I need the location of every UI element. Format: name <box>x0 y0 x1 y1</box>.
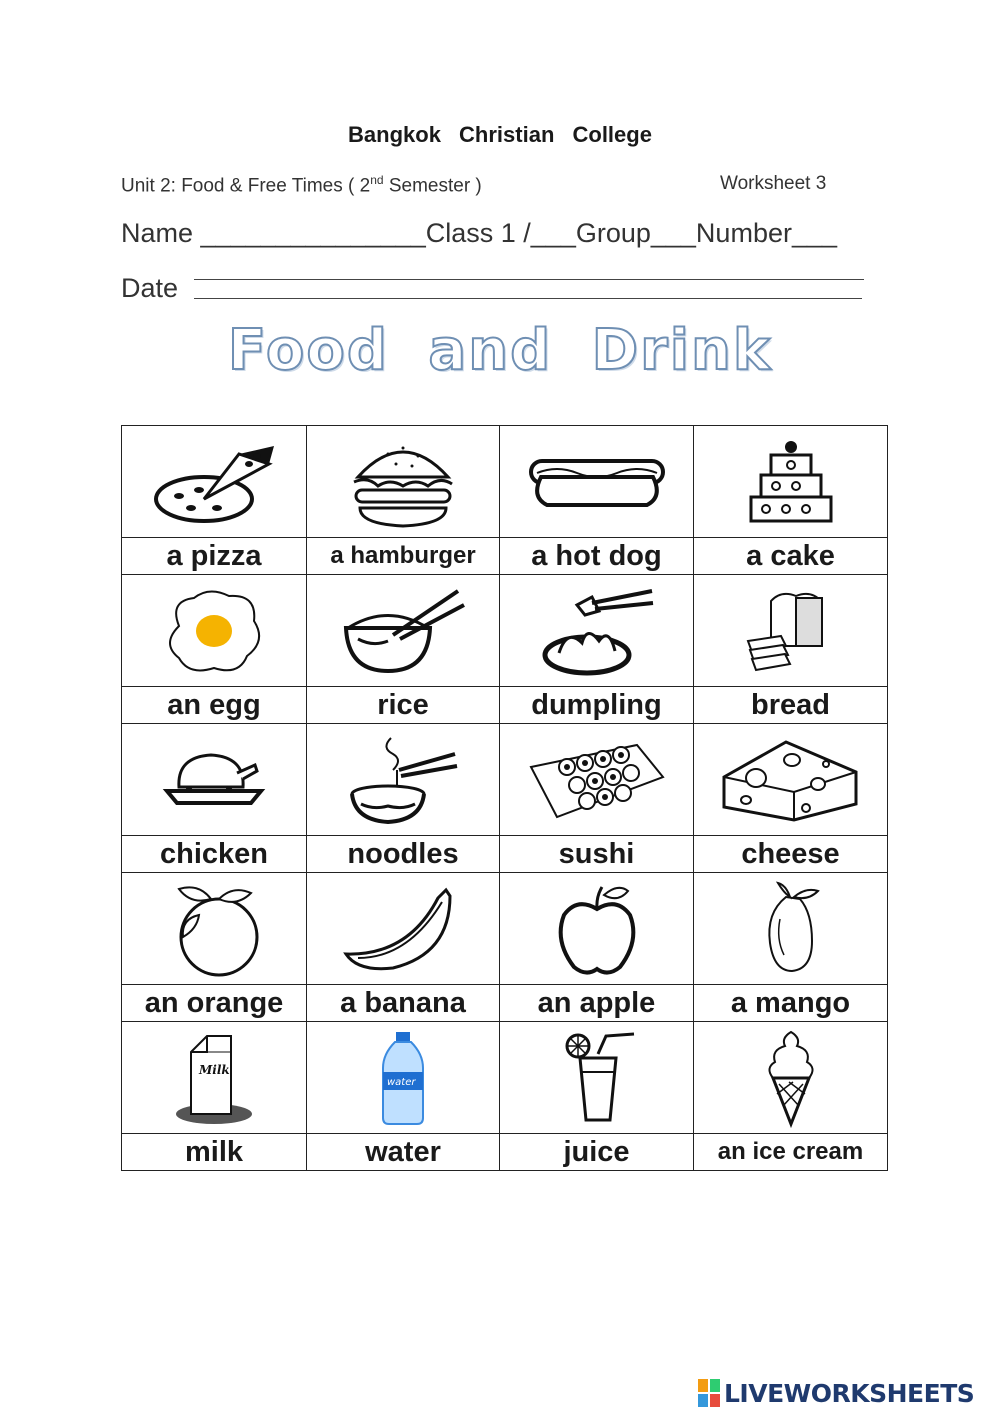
food-label: bread <box>694 687 888 724</box>
picture-cell <box>694 724 888 836</box>
picture-cell <box>122 724 307 836</box>
school-name: Bangkok Christian College <box>348 122 652 147</box>
food-label: a pizza <box>122 538 307 575</box>
water-bottle-label: water <box>387 1076 416 1088</box>
food-label: rice <box>307 687 500 724</box>
food-grid <box>121 425 888 1171</box>
date-label: Date <box>121 273 179 303</box>
water-bottle-icon <box>373 1028 433 1128</box>
label-row <box>122 687 888 724</box>
picture-cell <box>500 1022 694 1134</box>
picture-row <box>122 575 888 687</box>
food-label: milk <box>122 1134 307 1171</box>
food-label: noodles <box>307 836 500 873</box>
food-label: cheese <box>694 836 888 873</box>
bread-icon <box>736 586 846 676</box>
picture-cell <box>307 575 500 687</box>
food-label: chicken <box>122 836 307 873</box>
milk-icon <box>169 1028 259 1128</box>
worksheet-number: Worksheet 3 <box>720 173 827 194</box>
picture-cell <box>122 575 307 687</box>
food-label: an ice cream <box>694 1134 888 1171</box>
picture-cell <box>694 1022 888 1134</box>
food-label: water <box>307 1134 500 1171</box>
picture-cell <box>307 1022 500 1134</box>
cheese-icon <box>716 732 866 827</box>
picture-row <box>122 426 888 538</box>
food-label: a cake <box>694 538 888 575</box>
picture-cell <box>694 426 888 538</box>
unit-heading: Unit 2: Food & Free Times ( 2nd Semester ) <box>121 173 482 197</box>
noodles-icon <box>343 730 463 830</box>
pizza-icon <box>149 434 279 529</box>
food-label: a mango <box>694 985 888 1022</box>
picture-cell <box>122 1022 307 1134</box>
date-rule <box>194 279 864 280</box>
logo-text: LIVEWORKSHEETS <box>724 1378 975 1408</box>
picture-row <box>122 724 888 836</box>
banana-icon <box>338 884 468 974</box>
hamburger-icon <box>348 432 458 532</box>
mango-icon <box>756 879 826 979</box>
hot-dog-icon <box>527 447 667 517</box>
dumpling-icon <box>537 583 657 678</box>
food-label: juice <box>500 1134 694 1171</box>
food-label: an apple <box>500 985 694 1022</box>
cake-icon <box>741 437 841 527</box>
juice-icon <box>552 1028 642 1128</box>
picture-cell <box>122 426 307 538</box>
food-label: dumpling <box>500 687 694 724</box>
chicken-icon <box>159 745 269 815</box>
name-class-line: Name _______________Class 1 /___Group___Number___ <box>121 218 838 248</box>
apple-icon <box>552 879 642 979</box>
picture-cell <box>307 873 500 985</box>
label-row <box>122 538 888 575</box>
food-label: a banana <box>307 985 500 1022</box>
picture-cell <box>500 873 694 985</box>
egg-icon <box>159 586 269 676</box>
worksheet-title: Food and Drink <box>227 318 773 383</box>
picture-cell <box>694 873 888 985</box>
picture-cell <box>500 575 694 687</box>
ice-cream-icon <box>761 1028 821 1128</box>
rice-icon <box>338 583 468 678</box>
picture-cell <box>500 426 694 538</box>
picture-cell <box>694 575 888 687</box>
picture-row <box>122 1022 888 1134</box>
label-row <box>122 1134 888 1171</box>
label-row <box>122 836 888 873</box>
food-label: an egg <box>122 687 307 724</box>
picture-cell <box>122 873 307 985</box>
orange-icon <box>159 879 269 979</box>
label-row <box>122 985 888 1022</box>
picture-cell <box>307 426 500 538</box>
picture-row <box>122 873 888 985</box>
liveworksheets-logo <box>698 1376 974 1410</box>
date-rule <box>194 298 862 299</box>
milk-carton-label: Milk <box>199 1062 230 1077</box>
food-label: sushi <box>500 836 694 873</box>
food-label: a hamburger <box>307 538 500 575</box>
food-label: an orange <box>122 985 307 1022</box>
logo-mark-icon <box>698 1379 720 1407</box>
picture-cell <box>500 724 694 836</box>
picture-cell <box>307 724 500 836</box>
sushi-icon <box>527 737 667 822</box>
food-label: a hot dog <box>500 538 694 575</box>
